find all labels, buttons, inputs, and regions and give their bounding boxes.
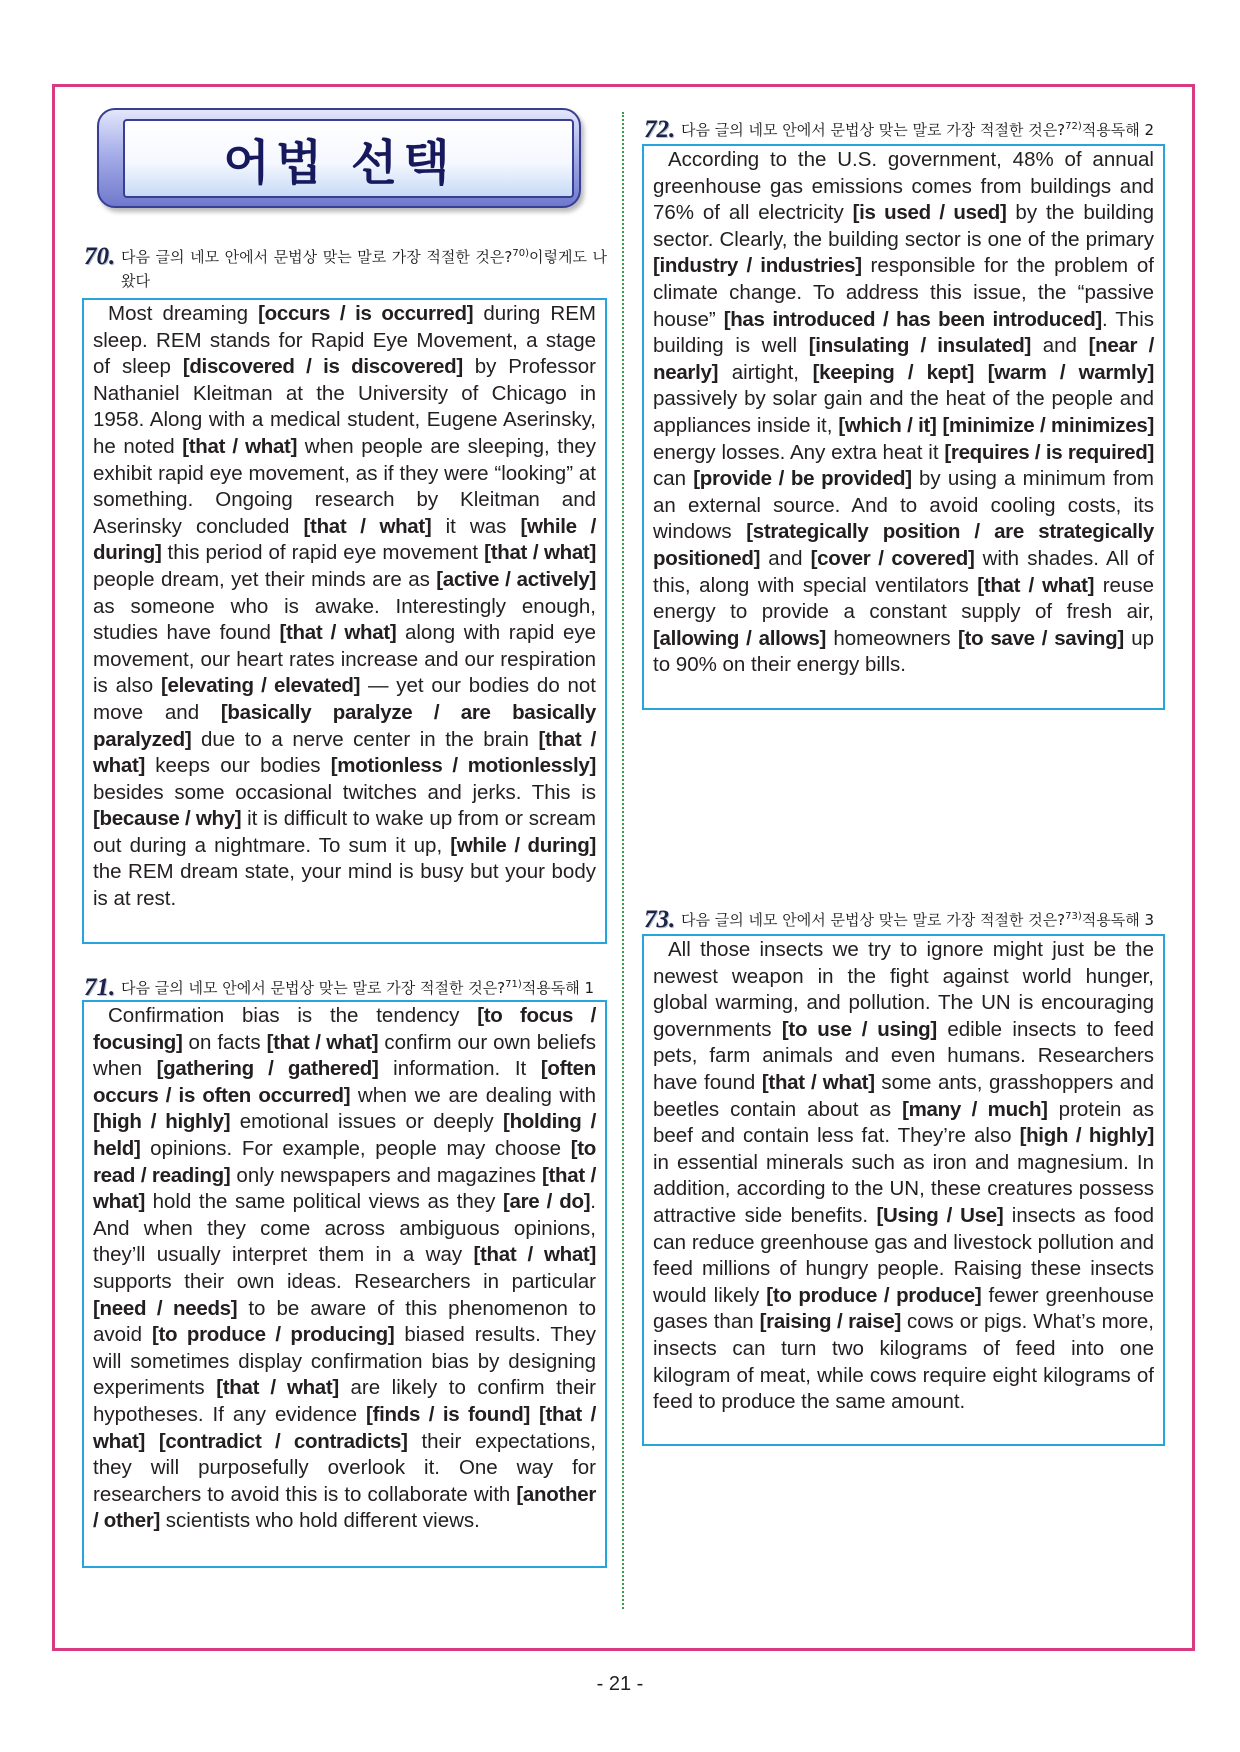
- grammar-choice: [to save / saving]: [958, 626, 1124, 650]
- passage: [93, 301, 596, 913]
- grammar-choice: [holding / held]: [93, 1110, 596, 1160]
- passage-text: in essential minerals such as iron and magnesium. In addition, according to the UN, these creatures possess attractive side benefits.: [653, 1150, 1154, 1227]
- grammar-choice: [to focus / focusing]: [93, 1004, 596, 1054]
- grammar-choice: [because / why]: [93, 807, 242, 831]
- grammar-choice: [to use / using]: [781, 1017, 937, 1041]
- grammar-choice: [contradict / contradicts]: [158, 1429, 408, 1453]
- page-title: 어법 선택: [223, 135, 456, 191]
- passage-text: by Professor Nathaniel Kleitman at the University of Chicago in 1958. Along with a medical student, Eugene Aserinsky, he noted: [93, 355, 596, 458]
- passage-text: along with rapid eye movement, our heart rates increase and our respiration is also: [93, 621, 596, 698]
- question-source: 이렇게도 나왔다: [121, 248, 608, 290]
- passage-text: only newspapers and magazines: [230, 1163, 542, 1187]
- passage-text: All those insects we try to ignore might just be the newest weapon in the fight against world hunger, global warming, and pollution. The UN is encouraging governments: [653, 938, 1154, 1041]
- passage-text: are likely to confirm their hypotheses. If any evidence: [93, 1376, 596, 1426]
- grammar-choice: [that / what]: [473, 1243, 596, 1267]
- grammar-choice: [that / what]: [977, 573, 1095, 597]
- question-heading: [82, 245, 607, 293]
- passage-text: by using a minimum from an external source. And to avoid cooling costs, its windows: [653, 467, 1154, 544]
- grammar-choice: [basically paralyze / are basically paralyzed]: [93, 700, 596, 751]
- question-heading: [642, 908, 1165, 932]
- grammar-choice: [cover / covered]: [810, 546, 975, 570]
- passage-text: some ants, grasshoppers and beetles contain about as: [653, 1070, 1154, 1121]
- passage-text: with shades. All of this, along with special ventilators: [653, 546, 1154, 597]
- grammar-choice: [that / what]: [182, 434, 298, 458]
- grammar-choice: [many / much]: [902, 1097, 1048, 1121]
- passage: [653, 937, 1154, 1416]
- question-71: [82, 976, 607, 1568]
- grammar-choice: [strategically position / are strategically positioned]: [653, 520, 1155, 570]
- passage-text: hold the same political views as they: [145, 1190, 503, 1214]
- passage-text: and: [760, 546, 811, 570]
- column-divider: [622, 112, 624, 1609]
- grammar-choice: [finds / is found]: [366, 1402, 530, 1426]
- grammar-choice: [to produce / producing]: [151, 1323, 395, 1347]
- passage-text: their expectations, they will purposefully overlook it. One way for researchers to avoid this is to collaborate with: [93, 1429, 596, 1506]
- passage-text: it is difficult to wake up from or scream out during a nightmare. To sum it up,: [93, 807, 596, 857]
- grammar-choice: [insulating / insulated]: [808, 334, 1032, 358]
- question-prompt-line: [121, 245, 607, 293]
- passage-text: — yet our bodies do not move and: [93, 674, 597, 724]
- passage-box: [642, 144, 1165, 710]
- passage-text: and: [1031, 334, 1089, 358]
- passage-text: [974, 361, 988, 384]
- question-number: 73.: [644, 906, 676, 933]
- grammar-choice: [industry / industries]: [653, 254, 862, 278]
- passage-text: [530, 1403, 539, 1426]
- grammar-choice: [are / do]: [502, 1190, 591, 1214]
- question-source: 적용독해 3: [1081, 911, 1155, 929]
- grammar-choice: [that / what]: [93, 1402, 596, 1453]
- grammar-choice: [another / other]: [93, 1482, 596, 1533]
- passage-text: on facts: [182, 1030, 267, 1054]
- question-prompt-line: [681, 908, 1165, 932]
- left-column: [82, 245, 607, 1568]
- grammar-choice: [high / highly]: [1019, 1124, 1154, 1148]
- grammar-choice: [need / needs]: [93, 1296, 238, 1320]
- passage-text: fewer greenhouse gases than: [653, 1283, 1154, 1334]
- grammar-choice: [that / what]: [93, 727, 596, 778]
- question-number: 72.: [644, 116, 676, 143]
- grammar-choice: [that / what]: [266, 1030, 379, 1054]
- grammar-choice: [has introduced / has been introduced]: [723, 307, 1102, 331]
- passage-text: Most dreaming: [108, 302, 259, 325]
- passage-text: the REM dream state, your mind is busy but your body is at rest.: [93, 860, 596, 911]
- grammar-choice: [that / what]: [279, 621, 397, 645]
- passage-text: to be aware of this phenomenon to avoid: [93, 1296, 596, 1347]
- grammar-choice: [discovered / is discovered]: [182, 355, 463, 379]
- title-banner: [97, 108, 581, 208]
- passage-text: opinions. For example, people may choose: [140, 1136, 571, 1160]
- question-prompt-line: [681, 118, 1165, 142]
- grammar-choice: [Using / Use]: [876, 1203, 1004, 1227]
- grammar-choice: [motionless / motionlessly]: [330, 754, 596, 778]
- passage-box: [82, 1000, 607, 1568]
- question-prompt: 다음 글의 네모 안에서 문법상 맞는 말로 가장 적절한 것은?: [121, 248, 513, 266]
- passage-text: when people are sleeping, they exhibit rapid eye movement, as if they were “looking” at something. Ongoing research by Kleitman and Aserinsky concluded: [93, 434, 596, 538]
- passage-text: up to 90% on their energy bills.: [653, 626, 1154, 677]
- grammar-choice: [which / it]: [838, 413, 937, 437]
- passage-text: homeowners: [825, 626, 959, 650]
- passage-text: besides some occasional twitches and jerks. This is: [93, 780, 596, 804]
- grammar-choice: [to produce / produce]: [766, 1283, 982, 1307]
- grammar-choice: [active / actively]: [436, 567, 596, 591]
- passage-text: reuse energy to provide a constant supply of fresh air,: [653, 573, 1154, 624]
- footnote-marker: 71): [505, 979, 522, 990]
- page-number: - 21 -: [596, 1673, 644, 1695]
- grammar-choice: [requires / is required]: [944, 440, 1154, 464]
- grammar-choice: [to read / reading]: [93, 1136, 596, 1187]
- passage-text: keeps our bodies: [145, 754, 331, 778]
- grammar-choice: [gathering / gathered]: [156, 1057, 379, 1081]
- grammar-choice: [that / what]: [303, 514, 432, 538]
- footnote-marker: 73): [1065, 911, 1082, 922]
- passage-text: Confirmation bias is the tendency: [108, 1004, 478, 1027]
- passage-text: this period of rapid eye movement: [161, 541, 485, 565]
- passage-text: passively by solar gain and the heat of the people and appliances inside it,: [653, 387, 1154, 437]
- grammar-choice: [minimize / minimizes]: [942, 413, 1154, 437]
- passage-text: people dream, yet their minds are as: [93, 567, 437, 591]
- passage: [653, 147, 1154, 679]
- grammar-choice: [near / nearly]: [653, 334, 1154, 384]
- passage-text: insects as food can reduce greenhouse gas and livestock pollution and feed millions of hungry people. Raising these insects would likely: [653, 1203, 1154, 1307]
- footnote-marker: 72): [1065, 121, 1082, 132]
- grammar-choice: [often occurs / is often occurred]: [93, 1057, 596, 1107]
- grammar-choice: [high / highly]: [93, 1110, 231, 1134]
- passage-text: supports their own ideas. Researchers in particular: [93, 1269, 596, 1293]
- passage-text: [145, 1430, 159, 1453]
- question-73: [642, 908, 1165, 1446]
- passage-text: information. It: [378, 1057, 541, 1081]
- grammar-choice: [elevating / elevated]: [160, 674, 361, 698]
- passage-text: can: [653, 467, 694, 491]
- passage-text: responsible for the problem of climate change. To address this issue, the “passive house”: [653, 254, 1154, 331]
- passage-text: energy losses. Any extra heat it: [653, 440, 945, 464]
- passage-box: [642, 934, 1165, 1446]
- grammar-choice: [allowing / allows]: [653, 626, 826, 650]
- passage-text: protein as beef and contain less fat. They’re also: [653, 1097, 1154, 1148]
- right-column: [642, 118, 1165, 1446]
- question-source: 적용독해 1: [521, 979, 595, 997]
- grammar-choice: [while / during]: [93, 514, 596, 565]
- grammar-choice: [occurs / is occurred]: [258, 302, 474, 325]
- passage: [93, 1003, 596, 1535]
- passage-text: during REM sleep. REM stands for Rapid Eye Movement, a stage of sleep: [93, 302, 596, 379]
- question-heading: [642, 118, 1165, 142]
- grammar-choice: [raising / raise]: [759, 1310, 902, 1334]
- passage-text: confirm our own beliefs when: [93, 1030, 596, 1081]
- grammar-choice: [keeping / kept]: [812, 360, 975, 384]
- question-heading: [82, 976, 607, 1000]
- grammar-choice: [that / what]: [761, 1070, 875, 1094]
- question-70: [82, 245, 607, 944]
- question-72: [642, 118, 1165, 710]
- passage-text: by the building sector. Clearly, the building sector is one of the primary: [653, 201, 1154, 251]
- question-prompt: 다음 글의 네모 안에서 문법상 맞는 말로 가장 적절한 것은?: [121, 979, 506, 997]
- grammar-choice: [that / what]: [93, 1163, 596, 1214]
- passage-text: . And when they come across ambiguous opinions, they’ll usually interpret them in a way: [93, 1190, 596, 1267]
- question-prompt: 다음 글의 네모 안에서 문법상 맞는 말로 가장 적절한 것은?: [681, 911, 1066, 929]
- question-number: 71.: [84, 974, 116, 1001]
- passage-text: According to the U.S. government, 48% of annual greenhouse gas emissions comes from buildings and 76% of all electricity: [653, 148, 1154, 225]
- grammar-choice: [that / what]: [216, 1376, 339, 1400]
- grammar-choice: [is used / used]: [852, 201, 1007, 225]
- passage-text: airtight,: [718, 360, 813, 384]
- passage-text: . This building is well: [653, 307, 1155, 358]
- title-banner-inner: [123, 119, 574, 198]
- passage-text: it was: [431, 514, 521, 538]
- passage-text: when we are dealing with: [350, 1083, 597, 1107]
- passage-text: scientists who hold different views.: [160, 1509, 480, 1533]
- grammar-choice: [while / during]: [450, 833, 597, 857]
- question-source: 적용독해 2: [1081, 121, 1155, 139]
- passage-text: as someone who is awake. Interestingly enough, studies have found: [93, 594, 596, 645]
- grammar-choice: [warm / warmly]: [987, 360, 1154, 384]
- passage-text: cows or pigs. What’s more, insects can turn two kilograms of feed into one kilogram of meat, while cows require eight kilograms of feed to produce the same amount.: [653, 1310, 1154, 1414]
- passage-text: biased results. They will sometimes display confirmation bias by designing experiments: [93, 1323, 596, 1400]
- question-number: 70.: [84, 243, 116, 270]
- passage-text: edible insects to feed pets, farm animals and even humans. Researchers have found: [653, 1017, 1154, 1094]
- passage-text: emotional issues or deeply: [230, 1110, 504, 1134]
- question-prompt: 다음 글의 네모 안에서 문법상 맞는 말로 가장 적절한 것은?: [681, 121, 1066, 139]
- grammar-choice: [provide / be provided]: [693, 467, 912, 491]
- footnote-marker: 70): [512, 248, 529, 259]
- grammar-choice: [that / what]: [484, 541, 596, 565]
- question-prompt-line: [121, 976, 607, 1000]
- passage-text: due to a nerve center in the brain: [191, 727, 539, 751]
- passage-box: [82, 298, 607, 944]
